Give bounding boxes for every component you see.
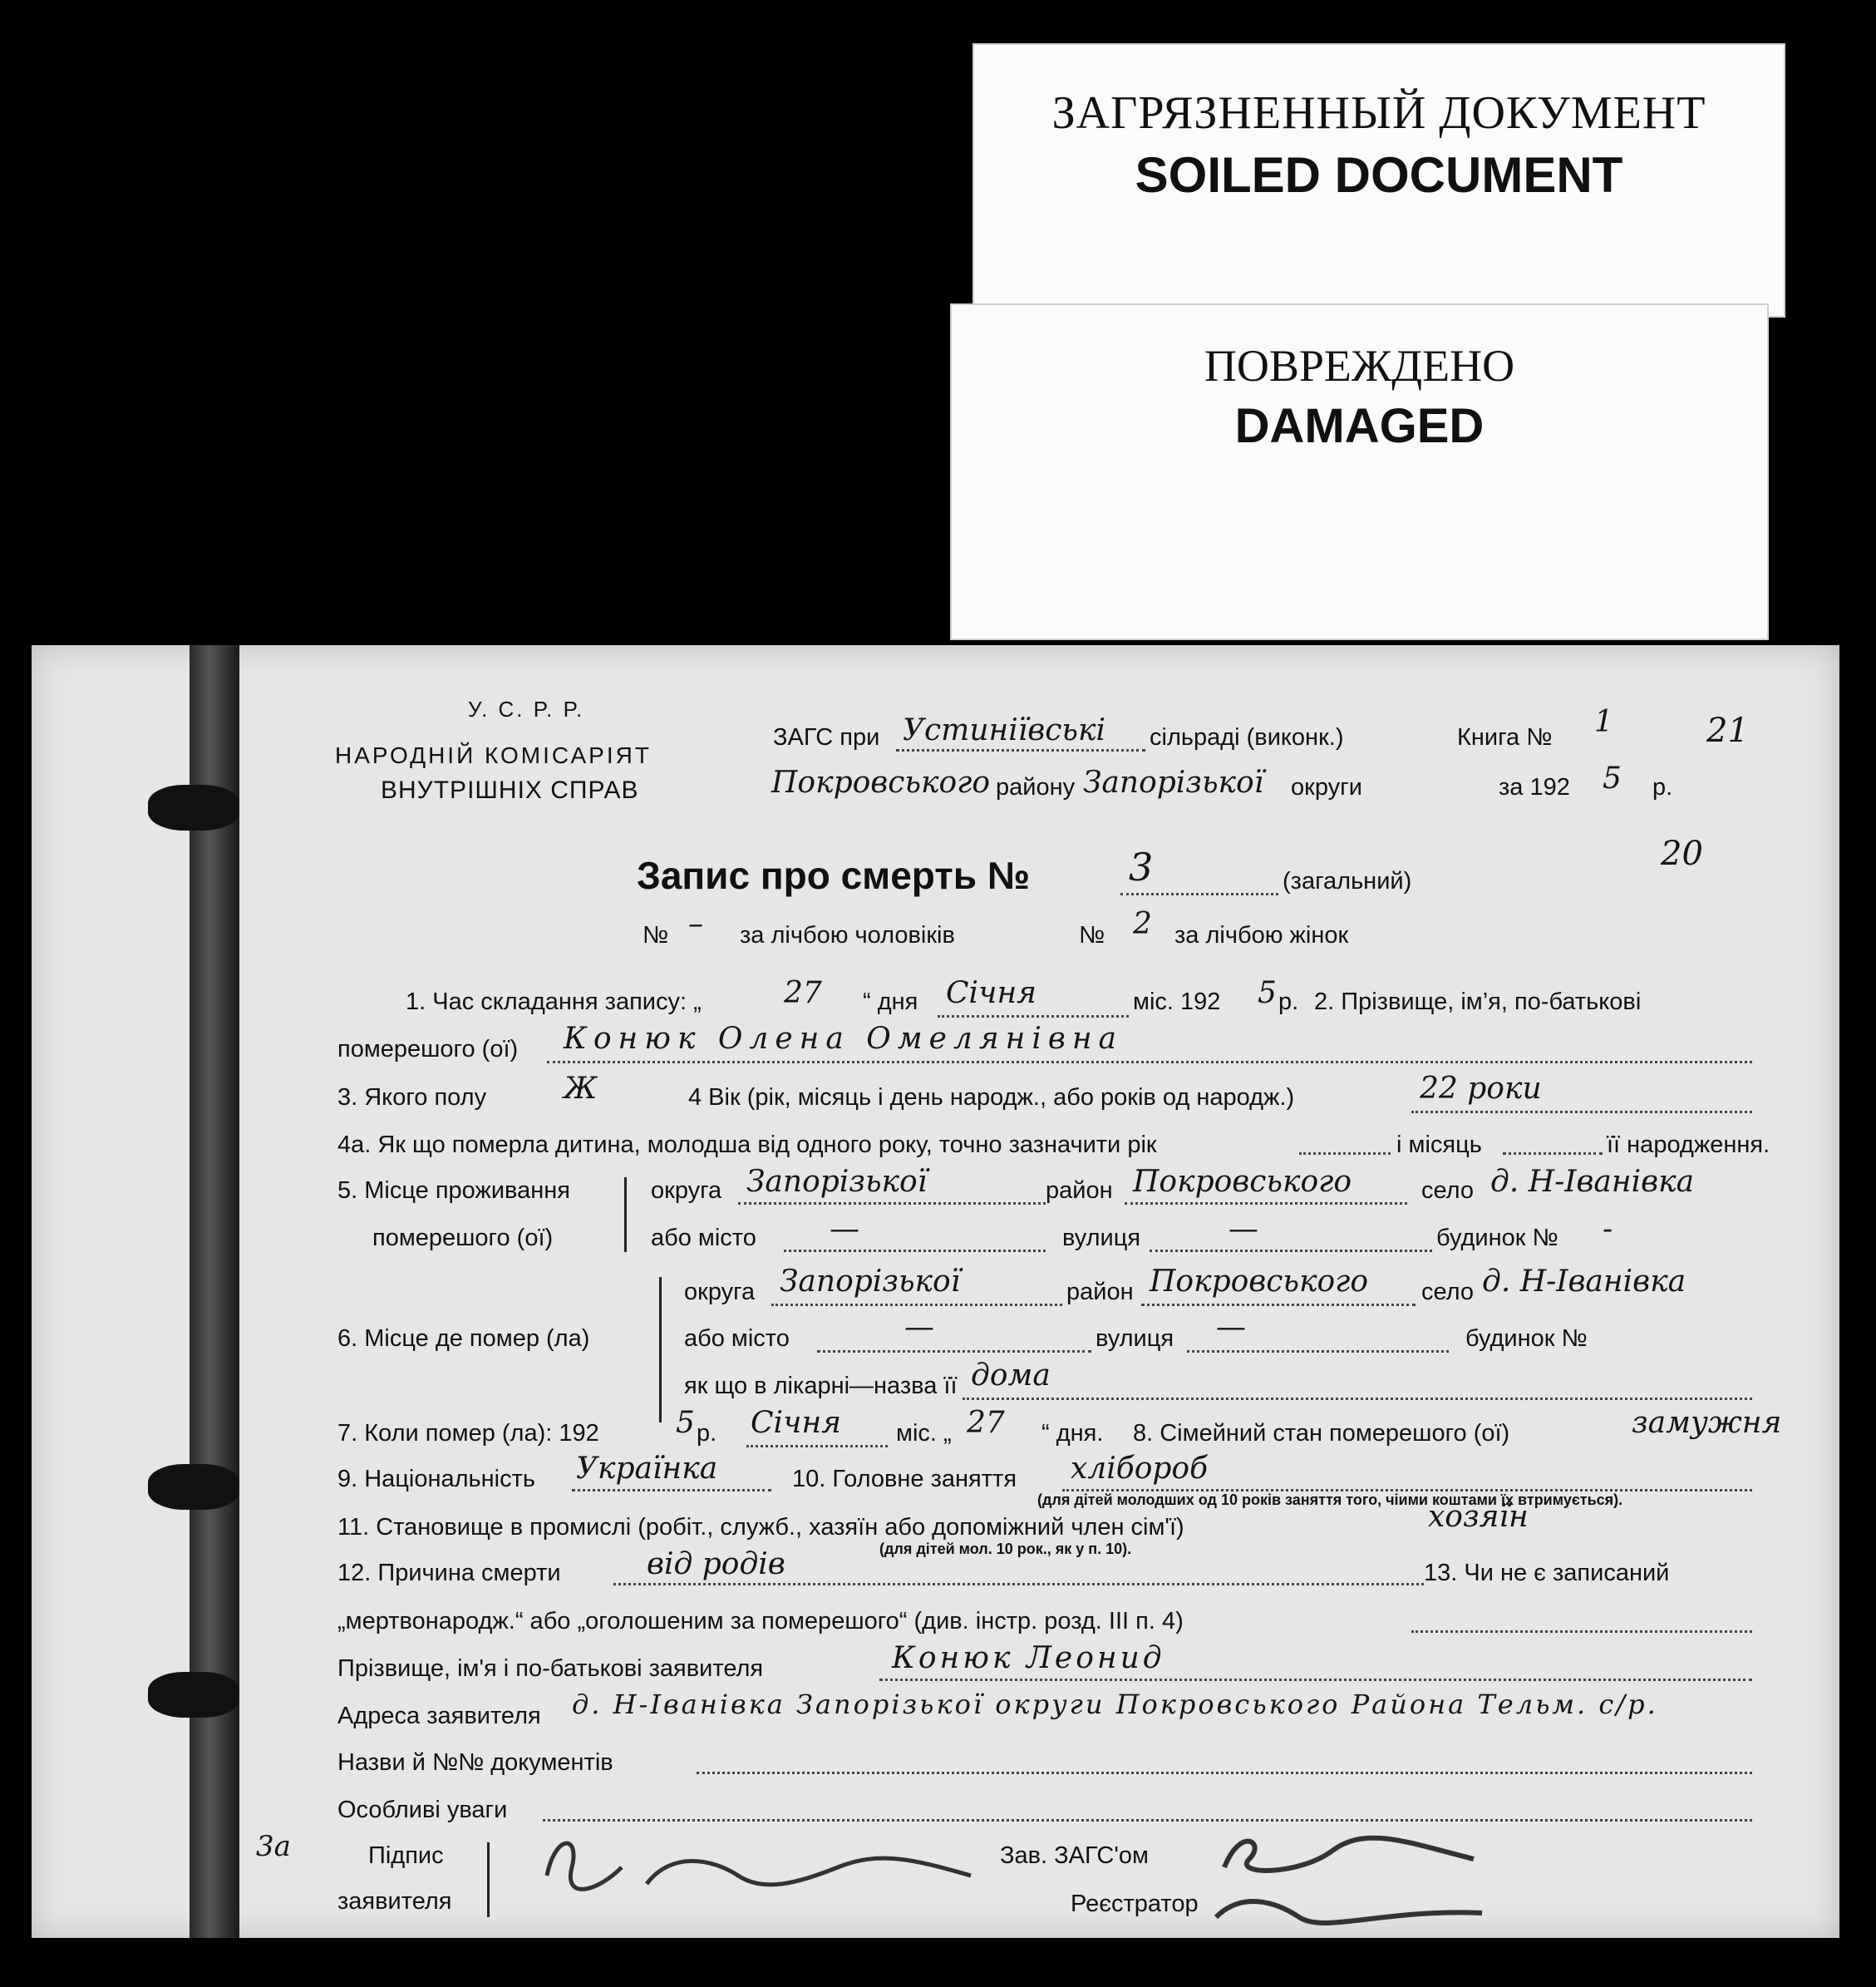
year-value: 5: [1603, 762, 1622, 796]
damaged-label-ru: ПОВРЕЖДЕНО: [1204, 341, 1515, 391]
soiled-document-label: [972, 43, 1785, 318]
binding-hole: [148, 785, 239, 831]
field6-vulytsia-value: —: [1216, 1310, 1246, 1344]
field2-label-2: померешого (ої): [337, 1036, 519, 1063]
corner-number-1: 21: [1706, 712, 1749, 750]
field11-note: (для дітей мол. 10 рок., як у п. 10).: [879, 1541, 1132, 1557]
field6-selo-value: д. Н-Іванівка: [1482, 1265, 1686, 1299]
year-label: за 192: [1499, 774, 1570, 801]
field5-label-2: померешого (ої): [372, 1225, 554, 1251]
year-suffix: р.: [1652, 774, 1673, 801]
field5-label: 5. Місце проживання: [337, 1177, 570, 1204]
field10-value: хлібороб: [1071, 1452, 1209, 1486]
field6-rayon-value: Покровського: [1150, 1265, 1369, 1299]
field8-value: замужня: [1632, 1406, 1782, 1440]
damaged-label-en: DAMAGED: [1234, 399, 1485, 453]
field4-label: 4 Вік (рік, місяць і день народж., або років од народж.): [688, 1084, 1295, 1111]
district-value: Покровського: [771, 766, 991, 800]
field12-value: від родів: [647, 1547, 785, 1581]
field5-misto-value: —: [830, 1212, 859, 1246]
field5-budynok-value: -: [1603, 1212, 1613, 1246]
field4-value: 22 роки: [1420, 1072, 1542, 1106]
commissariat-line1: НАРОДНІЙ КОМІСАРІЯТ: [335, 742, 652, 768]
field1-month-label: міс. 192: [1133, 989, 1221, 1015]
damaged-document-label: [950, 303, 1769, 640]
soiled-label-en: SOILED DOCUMENT: [1135, 147, 1623, 203]
field5-vulytsia-value: —: [1229, 1212, 1258, 1246]
signature-label-2: заявителя: [337, 1888, 452, 1915]
declarant-label: Прізвище, ім'я і по-батькові заявителя: [337, 1655, 764, 1682]
field6-label: 6. Місце де помер (ла): [337, 1325, 590, 1352]
field1-year: 5: [1258, 976, 1277, 1010]
field5-misto-label: або місто: [651, 1225, 756, 1251]
documents-label: Назви й №№ документів: [337, 1749, 613, 1776]
field7-label: 7. Коли помер (ла): 192: [337, 1420, 599, 1447]
field7-day-label: “ дня.: [1041, 1420, 1104, 1447]
field9-label: 9. Національність: [337, 1466, 536, 1492]
field5-okruga-value: Запорізької: [746, 1165, 928, 1199]
field4a-month-label: і місяць: [1396, 1132, 1482, 1158]
declarant-signature: [522, 1817, 987, 1917]
field5-vulytsia-label: вулиця: [1062, 1225, 1141, 1251]
general-label: (загальний): [1283, 868, 1412, 895]
field10-note: (для дітей молодших од 10 років заняття того, чіими коштами їх втримується).: [1037, 1491, 1623, 1508]
record-number: 3: [1129, 845, 1154, 890]
field6-budynok-label: будинок №: [1465, 1325, 1588, 1352]
field7-month: Січня: [751, 1406, 842, 1440]
soiled-label-ru: ЗАГРЯЗНЕННЫЙ ДОКУМЕНТ: [1051, 87, 1706, 139]
women-count-label: за лічбою жінок: [1174, 922, 1349, 949]
zags-label: ЗАГС при: [773, 724, 880, 751]
binding-hole: [148, 1672, 239, 1718]
field6-misto-label: або місто: [684, 1325, 790, 1352]
field5-rayon-label: район: [1046, 1177, 1113, 1204]
field6-vulytsia-label: вулиця: [1096, 1325, 1174, 1352]
declarant-value: Конюк Леонид: [892, 1641, 1165, 1675]
registrar-signature: [1191, 1809, 1507, 1938]
field13-label: 13. Чи не є записаний: [1424, 1560, 1670, 1586]
okruga-value: Запорізької: [1083, 766, 1264, 800]
book-value: 1: [1594, 705, 1613, 739]
field5-selo-label: село: [1421, 1177, 1475, 1204]
death-record-form: [32, 645, 1839, 1938]
commissariat-line2: ВНУТРІШНІХ СПРАВ: [381, 777, 639, 804]
notes-label: Особливі уваги: [337, 1797, 508, 1823]
field1-year-suffix: р.: [1278, 989, 1299, 1015]
field1-label: 1. Час складання запису: „: [406, 989, 702, 1015]
field7-year-suffix: р.: [697, 1420, 717, 1447]
field2-label: 2. Прізвище, ім’я, по-батькові: [1314, 989, 1642, 1015]
field5-okruga-label: округа: [651, 1177, 722, 1204]
margin-note: 3а: [256, 1830, 291, 1863]
rayonu-label: району: [996, 774, 1076, 801]
field5-budynok-label: будинок №: [1436, 1225, 1558, 1251]
field4a-end: її народження.: [1607, 1132, 1770, 1158]
field3-value: Ж: [564, 1072, 598, 1106]
field6-misto-value: —: [904, 1310, 934, 1344]
field7-day: 27: [967, 1406, 1005, 1440]
book-label: Книга №: [1457, 724, 1553, 751]
field11-value: хозяїн: [1428, 1500, 1529, 1534]
field7-month-label: міс. „: [896, 1420, 952, 1447]
field1-month: Січня: [946, 976, 1037, 1010]
field6-okruga-value: Запорізької: [780, 1265, 961, 1299]
field2-value: Конюк Олена Омелянівна: [564, 1022, 1124, 1056]
field10-label: 10. Головне заняття: [792, 1466, 1017, 1492]
field5-selo-value: д. Н-Іванівка: [1490, 1165, 1695, 1199]
field5-rayon-value: Покровського: [1133, 1165, 1352, 1199]
ussr-header: У. С. Р. Р.: [468, 697, 585, 722]
signature-label: Підпис: [368, 1842, 444, 1869]
field6-okruga-label: округа: [684, 1279, 756, 1305]
field6-likarnia-value: дома: [971, 1358, 1051, 1393]
binding-hole: [148, 1464, 239, 1510]
address-value: д. Н-Іванівка Запорізької округи Покровського Района Тельм. с/р.: [572, 1689, 1658, 1720]
women-number-value: 2: [1133, 907, 1152, 941]
binding-spine: [190, 645, 239, 1938]
field3-label: 3. Якого полу: [337, 1084, 487, 1111]
field9-value: Українка: [576, 1452, 718, 1486]
men-number-label: №: [643, 922, 669, 949]
field4a-label: 4а. Як що померла дитина, молодша від одного року, точно зазначити рік: [337, 1132, 1157, 1158]
field6-rayon-label: район: [1066, 1279, 1134, 1305]
field12-label: 12. Причина смерти: [337, 1560, 561, 1586]
men-count-label: за лічбою чоловіків: [740, 922, 955, 949]
field1-day: 27: [784, 976, 822, 1010]
address-label: Адреса заявителя: [337, 1703, 541, 1729]
registrar-label: Реєстратор: [1071, 1891, 1199, 1917]
field6-likarnia-label: як що в лікарні—назва її: [684, 1373, 958, 1399]
zags-head-label: Зав. ЗАГС'ом: [1000, 1842, 1149, 1869]
zags-value: Устиніївські: [903, 713, 1105, 747]
field1-day-label: “ дня: [863, 989, 918, 1015]
women-number-label: №: [1079, 922, 1105, 949]
okruhy-label: округи: [1291, 774, 1362, 801]
field8-label: 8. Сімейний стан померешого (ої): [1133, 1420, 1510, 1447]
corner-number-2: 20: [1661, 835, 1703, 873]
field6-selo-label: село: [1421, 1279, 1475, 1305]
silradi-label: сільраді (виконк.): [1150, 724, 1344, 751]
field7-year: 5: [676, 1406, 695, 1440]
men-number-value: –: [688, 907, 703, 941]
field13-label-2: „мертвонародж.“ або „оголошеним за померешого“ (див. інстр. розд. III п. 4): [337, 1608, 1184, 1634]
field11-label: 11. Становище в промислі (робіт., служб., хазяїн або допоміжний член сім'ї): [337, 1514, 1184, 1541]
record-title: Запис про смерть №: [637, 854, 1031, 897]
